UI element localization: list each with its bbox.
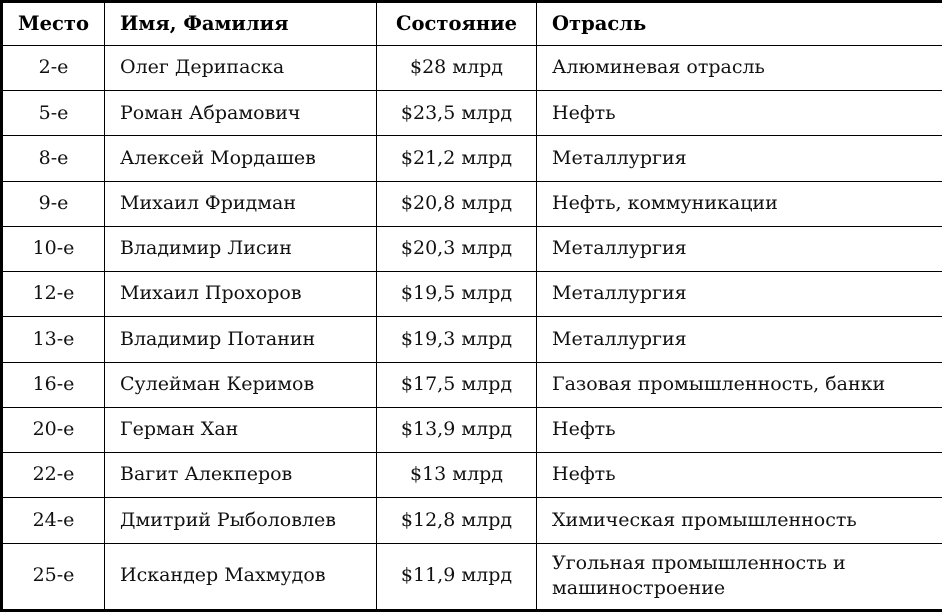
cell-name: Искандер Махмудов bbox=[105, 543, 377, 610]
table-row bbox=[2, 91, 942, 136]
table-row bbox=[2, 46, 942, 91]
cell-industry: Металлургия bbox=[537, 136, 942, 181]
table-row bbox=[2, 317, 942, 362]
table-row bbox=[2, 136, 942, 181]
header-cell-place: Место bbox=[2, 2, 105, 46]
cell-place: 12-е bbox=[2, 272, 105, 317]
header-cell-name: Имя, Фамилия bbox=[105, 2, 377, 46]
cell-place: 10-е bbox=[2, 226, 105, 271]
cell-industry: Металлургия bbox=[537, 226, 942, 271]
cell-place: 5-е bbox=[2, 91, 105, 136]
cell-name: Дмитрий Рыболовлев bbox=[105, 498, 377, 543]
table-row bbox=[2, 498, 942, 543]
cell-industry: Нефть bbox=[537, 91, 942, 136]
cell-fortune: $13,9 млрд bbox=[377, 407, 537, 452]
cell-industry: Металлургия bbox=[537, 272, 942, 317]
cell-place: 8-е bbox=[2, 136, 105, 181]
table-body bbox=[2, 46, 942, 611]
cell-place: 16-е bbox=[2, 362, 105, 407]
header-cell-fortune: Состояние bbox=[377, 2, 537, 46]
cell-name: Герман Хан bbox=[105, 407, 377, 452]
cell-industry: Нефть bbox=[537, 407, 942, 452]
cell-name: Роман Абрамович bbox=[105, 91, 377, 136]
cell-fortune: $19,5 млрд bbox=[377, 272, 537, 317]
cell-place: 20-е bbox=[2, 407, 105, 452]
cell-name: Владимир Потанин bbox=[105, 317, 377, 362]
table-row bbox=[2, 453, 942, 498]
cell-fortune: $17,5 млрд bbox=[377, 362, 537, 407]
cell-fortune: $23,5 млрд bbox=[377, 91, 537, 136]
cell-place: 13-е bbox=[2, 317, 105, 362]
table-row bbox=[2, 543, 942, 610]
cell-place: 22-е bbox=[2, 453, 105, 498]
cell-industry: Угольная промышленность и машиностроение bbox=[537, 543, 942, 610]
cell-fortune: $21,2 млрд bbox=[377, 136, 537, 181]
cell-fortune: $19,3 млрд bbox=[377, 317, 537, 362]
cell-place: 2-е bbox=[2, 46, 105, 91]
cell-industry: Металлургия bbox=[537, 317, 942, 362]
header-row bbox=[2, 2, 942, 46]
cell-industry: Нефть bbox=[537, 453, 942, 498]
cell-fortune: $13 млрд bbox=[377, 453, 537, 498]
table-row bbox=[2, 272, 942, 317]
cell-place: 24-е bbox=[2, 498, 105, 543]
cell-name: Владимир Лисин bbox=[105, 226, 377, 271]
cell-industry: Газовая промышленность, банки bbox=[537, 362, 942, 407]
table-row bbox=[2, 407, 942, 452]
cell-industry: Химическая промышленность bbox=[537, 498, 942, 543]
cell-fortune: $28 млрд bbox=[377, 46, 537, 91]
table-row bbox=[2, 226, 942, 271]
cell-fortune: $12,8 млрд bbox=[377, 498, 537, 543]
cell-name: Олег Дерипаска bbox=[105, 46, 377, 91]
cell-name: Михаил Прохоров bbox=[105, 272, 377, 317]
cell-fortune: $20,3 млрд bbox=[377, 226, 537, 271]
table-header bbox=[2, 2, 942, 46]
cell-place: 9-е bbox=[2, 181, 105, 226]
cell-name: Алексей Мордашев bbox=[105, 136, 377, 181]
cell-name: Сулейман Керимов bbox=[105, 362, 377, 407]
cell-industry: Нефть, коммуникации bbox=[537, 181, 942, 226]
header-cell-industry: Отрасль bbox=[537, 2, 942, 46]
cell-fortune: $20,8 млрд bbox=[377, 181, 537, 226]
table-row bbox=[2, 362, 942, 407]
table-row bbox=[2, 181, 942, 226]
cell-name: Вагит Алекперов bbox=[105, 453, 377, 498]
cell-industry: Алюминевая отрасль bbox=[537, 46, 942, 91]
cell-name: Михаил Фридман bbox=[105, 181, 377, 226]
cell-fortune: $11,9 млрд bbox=[377, 543, 537, 610]
cell-place: 25-е bbox=[2, 543, 105, 610]
